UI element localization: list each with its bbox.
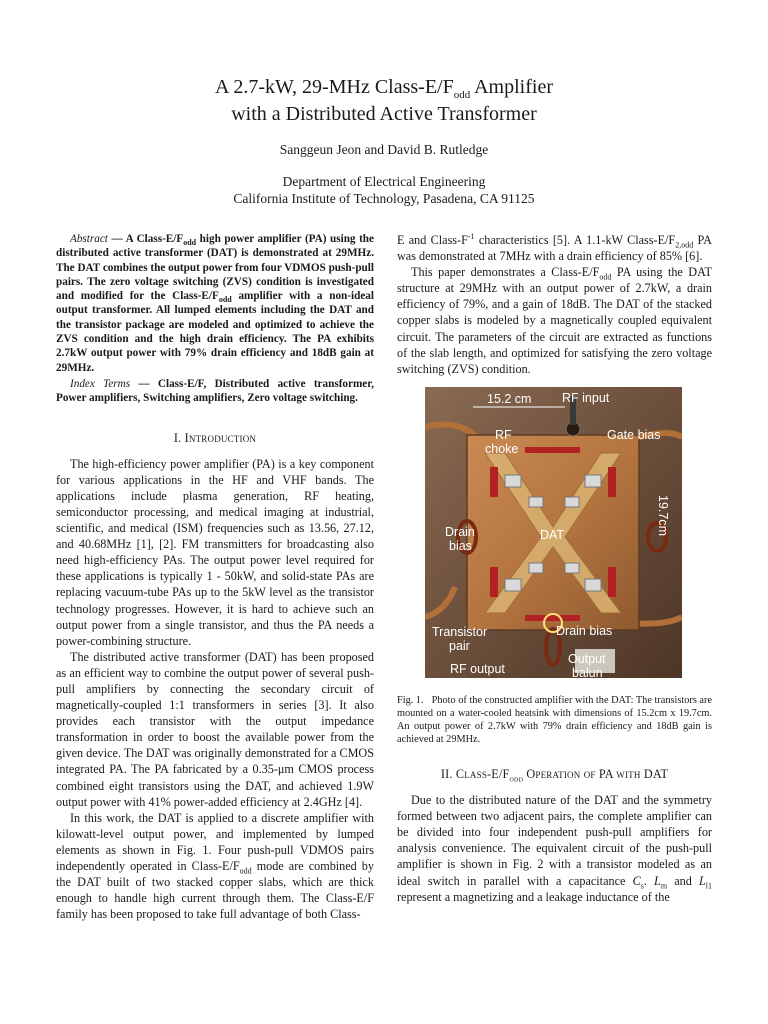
label-gate-bias: Gate bias (607, 428, 661, 442)
figure-amplifier-photo (425, 387, 682, 678)
right-p1-a: E and Class-F (397, 233, 468, 247)
figure-caption-label: Fig. 1. (397, 695, 424, 706)
label-drain-bias-bottom: Drain bias (556, 624, 613, 638)
right-p1-sup: -1 (467, 231, 475, 241)
section-2-paragraph-1 (397, 792, 712, 905)
label-output-balun-1: Output (568, 652, 606, 666)
abstract-sub-2: odd (218, 295, 232, 305)
right-column-top (397, 232, 712, 377)
index-terms-dash: — (130, 377, 158, 390)
transistor-2 (585, 475, 601, 487)
label-drain-bias-left-2: bias (449, 539, 472, 553)
sec2-p1-lm: L (654, 873, 661, 888)
label-rf-choke-2: choke (485, 442, 519, 456)
transistor-8 (565, 563, 579, 573)
label-transistor-pair-2: pair (449, 639, 470, 653)
transistor-4 (585, 579, 601, 591)
abstract-text-c: amplifier with a non-ideal output transformer. All lumped elements including the DAT and the transistor package are modeled and optimized to achieve the ZVS condition and the high drain efficiency. The PA exhibits 2.7kW output power with 79% drain efficiency and 18dB gain at 29MHz. (56, 290, 375, 374)
sec2-p1-lm-sub: m (660, 881, 668, 890)
sec2-p1-c: and (667, 873, 699, 888)
title-text-b: Amplifier (470, 76, 553, 98)
transistor-6 (565, 497, 579, 507)
sec2-p1-b: . (643, 873, 655, 888)
strip-3 (490, 567, 498, 597)
index-terms-text: Class-E/F, Distributed active transformer, Power amplifiers, Switching amplifiers, Zero voltage switching. (56, 377, 374, 405)
strip-1 (490, 467, 498, 497)
strip-4 (608, 567, 616, 597)
right-p2-b: PA using the DAT structure at 29MHz with an output power of 2.7kW, a drain efficiency of 79%, and a gain of 18dB. The DAT of the stacked copper slabs is modeled by a magnetically coupled equivalent circuit. The parameters of the circuit are extracted as functions of the slab length, and optimized for satisfying the zero voltage switching (ZVS) condition. (397, 265, 712, 376)
right-p1-c: PA was demonstrated at 7MHz with a drain efficiency of 85% [6]. (397, 233, 712, 264)
label-rf-output: RF output (450, 662, 505, 676)
section-2-heading-sub: odd (509, 774, 524, 784)
abstract-text-b: high power amplifier (PA) using the distributed active transformer (DAT) is demonstrated at 29MHz. The DAT combines the output power from four VDMOS push-pull pairs. The zero voltage switching (ZVS) condition is investigated and modified for the Class-E/F (56, 233, 374, 303)
right-column-bottom (397, 766, 712, 905)
label-rf-choke-1: RF (495, 428, 512, 442)
transistor-1 (505, 475, 521, 487)
title-line-1 (0, 74, 768, 101)
right-p1-b: characteristics [5]. A 1.1-kW Class-E/F (474, 233, 676, 247)
right-paragraph-1 (397, 232, 712, 264)
strip-6 (525, 615, 580, 621)
abstract-sub: odd (183, 238, 197, 248)
label-rf-input: RF input (562, 391, 610, 405)
title-text-a: A 2.7-kW, 29-MHz Class-E/F (215, 76, 454, 98)
index-terms-label: Index Terms (70, 377, 131, 390)
right-paragraph-2 (397, 264, 712, 377)
section-2-heading-b: Operation of PA with DAT (523, 767, 669, 781)
abstract-label: Abstract (70, 233, 108, 245)
transistor-7 (529, 563, 543, 573)
figure-caption-text: Photo of the constructed amplifier with the DAT: The transistors are mounted on a water-cooled heatsink with dimensions of 15.2cm x 19.7cm. An output power of 2.7kW with 79% drain efficiency and 18dB gain is achieved at 29MHz. (397, 695, 713, 745)
affiliation-inst: California Institute of Technology, Pasadena, CA 91125 (233, 191, 535, 206)
figure-caption (397, 694, 712, 746)
sec2-p1-ll-sub: l1 (705, 881, 712, 890)
section-2-heading (397, 766, 712, 782)
index-terms (56, 377, 374, 406)
label-height: 19.7cm (656, 495, 670, 536)
sec2-p1-d: represent a magnetizing and a leakage inductance of the (397, 889, 670, 904)
intro-p3-sub: odd (239, 866, 252, 876)
right-p2-a: This paper demonstrates a Class-E/F (411, 265, 600, 280)
intro-paragraph-3 (56, 810, 374, 923)
intro-p3-b: mode are combined by the DAT built of two stacked copper slabs, which are thick enough to handle high current through them. The Class-E/F family has been proposed to take full advantage of both Class- (56, 859, 374, 922)
strip-2 (608, 467, 616, 497)
label-output-balun-2: balun (572, 666, 603, 678)
transistor-5 (529, 497, 543, 507)
title-line-2: with a Distributed Active Transformer (231, 103, 537, 125)
label-dat: DAT (540, 528, 565, 542)
section-2-heading-a: II. Class-E/F (440, 767, 510, 781)
abstract (56, 232, 374, 375)
sec2-p1-cs-sub: s (640, 881, 644, 890)
abstract-dash: — (107, 233, 126, 245)
label-width: 15.2 cm (487, 392, 532, 406)
label-transistor-pair-1: Transistor (432, 625, 488, 639)
amplifier-photo-illustration (425, 387, 682, 678)
strip-5 (525, 447, 580, 453)
right-p1-sub: 2,odd (675, 240, 694, 250)
sec2-p1-ll: L (698, 873, 706, 888)
intro-paragraph-2: The distributed active transformer (DAT) has been proposed as an efficient way to combine the output power of several push-pull amplifiers by connecting the secondary circuit of magnetically-coupled 1:1 transformers in series [3]. It also provides each transistor with the output impedance transformation in order to boost the available power from the given device. The DAT was originally demonstrated for a CMOS integrated PA. The PA fabricated by a 0.35-μm CMOS process combined eight transistors using the DAT, and achieved 1.9W output power with 41% power-added efficiency at 2.4GHz [4]. (56, 649, 374, 809)
transistor-3 (505, 579, 521, 591)
paper-title (0, 74, 768, 128)
intro-heading: I. Introduction (173, 430, 257, 445)
authors: Sanggeun Jeon and David B. Rutledge (279, 142, 489, 157)
left-column (56, 232, 374, 922)
title-subscript: odd (453, 89, 471, 101)
affiliation-dept: Department of Electrical Engineering (282, 174, 486, 189)
sec2-p1-cs: C (632, 873, 641, 888)
intro-p3-a: In this work, the DAT is applied to a discrete amplifier with kilowatt-level output power, and implemented by lumped elements as shown in Fig. 1. Four push-pull VDMOS pairs independently operated in Class-E/F (56, 810, 374, 873)
label-drain-bias-left-1: Drain (445, 525, 475, 539)
right-p2-sub: odd (599, 272, 612, 282)
abstract-text-a: A Class-E/F (125, 233, 184, 245)
sec2-p1-a: Due to the distributed nature of the DAT and the symmetry formed between two adjacent pairs, the complete amplifier can be divided into four independent push-pull amplifiers for analysis convenience. The equivalent circuit of the push-pull amplifier is shown in Fig. 2 with a transistor modeled as an ideal switch in parallel with a capacitance (397, 793, 712, 888)
intro-paragraph-1: The high-efficiency power amplifier (PA) is a key component for various applications in the HF and VHF bands. The applications include plasma generation, RF heating, semiconductor processing, and medical imaging at industrial, scientific, and medical (ISM) frequencies such as 13.56, 27.12, and 40.68MHz [1], [2]. FM transmitters for broadcasting also need high-efficiency PAs. The output power level required for these applications is typically 1 - 50kW, and solid-state PAs are replacing vacuum-tube PAs up to the 5kW level as the transistor technology progresses. However, it is hard to achieve such an output power from a single transistor, and thus the PA needs a power-combining structure. (56, 456, 374, 648)
affiliation (0, 173, 768, 207)
